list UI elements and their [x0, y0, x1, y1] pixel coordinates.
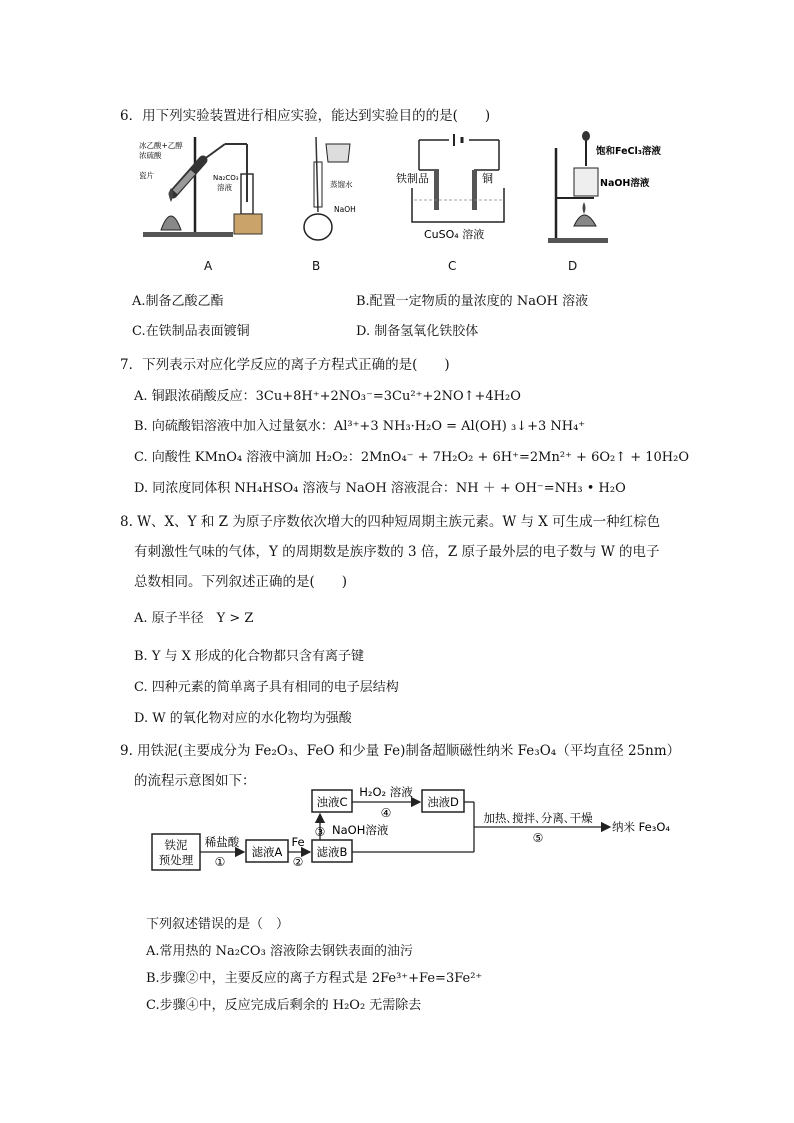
wood-block	[234, 214, 262, 234]
box-filtrate-b-label: 滤液B	[316, 845, 348, 859]
step1-number: ①	[214, 855, 226, 869]
q9-stem-line-1: 9. 用铁泥(主要成分为 Fe₂O₃、FeO 和少量 Fe)制备超顺磁性纳米 Fe₃O₄（平均直径 25nm）	[120, 743, 681, 759]
figc-label-copper: 铜	[482, 172, 493, 185]
q6-option-a: A.制备乙酸乙酯	[132, 294, 224, 309]
step4-number: ④	[380, 806, 392, 820]
q9-option-a: A.常用热的 Na₂CO₃ 溶液除去钢铁表面的油污	[146, 944, 413, 959]
box-suspension-d-label: 浊液D	[427, 795, 459, 809]
figc-label-iron-product: 铁制品	[396, 172, 429, 185]
figa-label-chips: 瓷片	[139, 171, 154, 180]
flask-bulb	[304, 214, 332, 240]
alcohol-lamp	[574, 215, 596, 226]
q8-option-c: C. 四种元素的简单离子具有相同的电子层结构	[134, 680, 399, 695]
q6-stem: 6．用下列实验装置进行相应实验，能达到实验目的的是( )	[120, 108, 491, 124]
q8-stem-line-3: 总数相同。下列叙述正确的是( )	[134, 574, 348, 590]
alcohol-lamp	[161, 216, 181, 230]
figd-label-fecl3: 饱和FeCl₃溶液	[596, 146, 661, 157]
q8-option-b: B. Y 与 X 形成的化合物都只含有离子键	[134, 649, 365, 664]
copper-electrode	[472, 170, 477, 210]
figb-label-water: 蒸馏水	[330, 180, 353, 189]
q7-option-b: B. 向硫酸铝溶液中加入过量氨水：Al³⁺+3 NH₃·H₂O = Al(OH) ₃↓+3 NH₄⁺	[134, 419, 586, 434]
stand-base	[143, 232, 233, 237]
q8-stem-line-1: 8. W、X、Y 和 Z 为原子序数依次增大的四种短周期主族元素。W 与 X 可生成一种红棕色	[120, 514, 661, 530]
figure-d-colloid-apparatus	[544, 128, 684, 246]
figure-b-volumetric-flask	[296, 132, 376, 244]
q9-stem-line-2: 的流程示意图如下：	[134, 773, 256, 789]
figure-c-electroplating-cell	[396, 130, 514, 248]
arrow-step2-reagent: Fe	[291, 835, 305, 849]
q8-stem-line-2: 有刺激性气味的气体，Y 的周期数是族序数的 3 倍，Z 原子最外层的电子数与 W 的电子	[134, 544, 660, 560]
q7-option-a: A. 铜跟浓硝酸反应：3Cu+8H⁺+2NO₃⁻=3Cu²⁺+2NO↑+4H₂O	[134, 389, 521, 404]
box-suspension-c-label: 浊液C	[316, 795, 348, 809]
arrow-step5-conditions: 加热､搅拌､分离､干燥	[483, 811, 593, 825]
stand-base	[548, 238, 608, 243]
product-label: 纳米 Fe₃O₄	[612, 820, 670, 834]
beaker	[574, 168, 598, 196]
iron-electrode	[434, 170, 439, 210]
q9-sub-stem: 下列叙述错误的是（ ）	[146, 917, 290, 932]
arrow-step1-reagent: 稀盐酸	[204, 835, 240, 849]
beaker	[326, 144, 350, 162]
q8-option-d: D. W 的氧化物对应的水化物均为强酸	[134, 711, 352, 726]
figa-label-reagents: 冰乙酸+乙醇	[139, 141, 183, 150]
figure-a-esterification-apparatus	[133, 132, 273, 244]
flame	[583, 202, 586, 214]
q9-option-c: C.步骤④中，反应完成后剩余的 H₂O₂ 无需除去	[146, 998, 422, 1013]
q9-option-b: B.步骤②中，主要反应的离子方程式是 2Fe³⁺+Fe=3Fe²⁺	[146, 971, 483, 986]
figa-label-solution: 溶液	[217, 183, 232, 192]
q9-flow-chart	[140, 782, 680, 882]
figb-label-naoh: NaOH	[334, 205, 356, 214]
q7-option-c: C. 向酸性 KMnO₄ 溶液中滴加 H₂O₂：2MnO₄⁻ + 7H₂O₂ + 6H⁺=2Mn²⁺ + 6O₂↑ + 10H₂O	[134, 450, 690, 465]
figure-label-a: A	[204, 259, 213, 273]
q7-option-d: D. 同浓度同体积 NH₄HSO₄ 溶液与 NaOH 溶液混合：NH ＋ + OH⁻=NH₃ • H₂O	[134, 481, 626, 496]
step3-number: ③	[314, 825, 326, 839]
q6-option-c: C.在铁制品表面镀铜	[132, 324, 250, 339]
box-pretreat-label: 预处理	[158, 853, 194, 867]
delivery-tube	[203, 144, 225, 160]
box-iron-mud-label: 铁泥	[164, 838, 188, 852]
q8-option-a: A. 原子半径 Y > Z	[134, 611, 254, 626]
step2-number: ②	[292, 855, 304, 869]
figa-label-na2co3: Na₂CO₃	[213, 174, 239, 182]
q6-option-b: B.配置一定物质的量浓度的 NaOH 溶液	[356, 294, 589, 309]
figd-label-naoh: NaOH溶液	[600, 178, 650, 189]
box-filtrate-a-label: 滤液A	[251, 845, 283, 859]
arrow-step4-reagent: H₂O₂ 溶液	[359, 785, 413, 799]
q6-option-d: D. 制备氢氧化铁胶体	[356, 324, 479, 339]
arrow-step3-reagent: NaOH溶液	[332, 823, 389, 837]
electrolytic-tank	[412, 188, 504, 222]
step5-number: ⑤	[532, 831, 544, 845]
q7-stem: 7．下列表示对应化学反应的离子方程式正确的是( )	[120, 357, 450, 373]
glass-rod	[316, 137, 318, 212]
dropper-bulb	[582, 131, 590, 141]
figure-label-b: B	[312, 259, 321, 273]
figure-label-c: C	[448, 259, 457, 273]
figa-label-acid: 浓硫酸	[139, 151, 162, 160]
figc-label-cuso4: CuSO₄ 溶液	[424, 228, 485, 241]
figure-label-d: D	[568, 259, 578, 273]
